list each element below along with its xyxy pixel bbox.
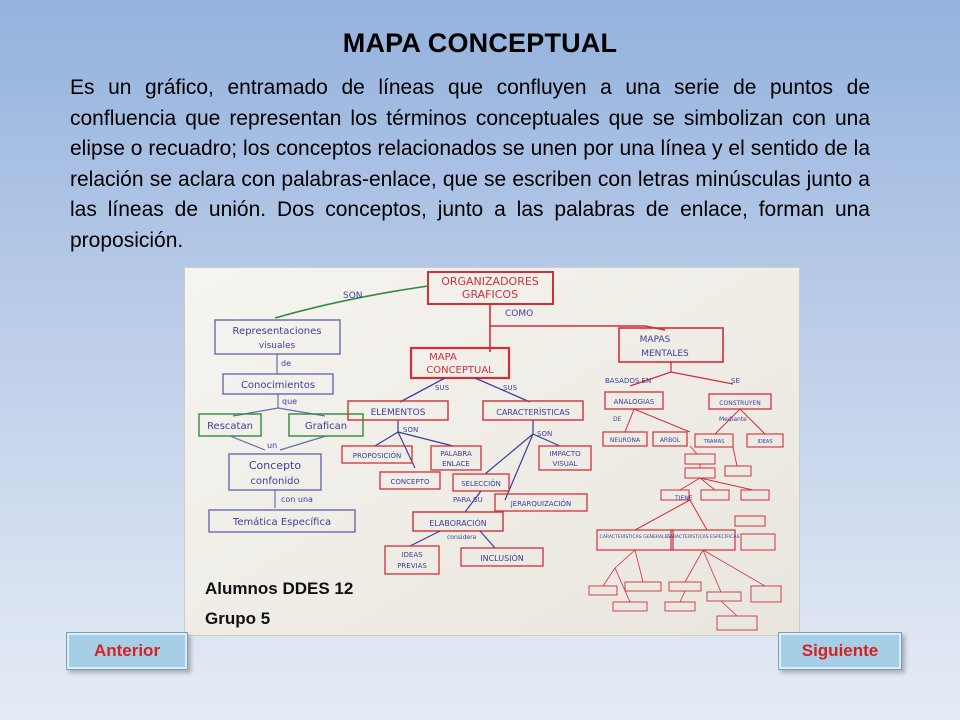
previous-button[interactable]: Anterior <box>66 632 188 670</box>
jerarquizacion-label: JERARQUIZACIÓN <box>510 500 572 508</box>
concepto-element-label: CONCEPTO <box>390 478 430 486</box>
next-button[interactable]: Siguiente <box>778 632 902 670</box>
conocimientos-label: Conocimientos <box>240 380 316 391</box>
palabra-label: PALABRA <box>440 450 472 458</box>
organizadores-label: ORGANIZADORES <box>441 275 539 288</box>
basados-en-label: BASADOS EN <box>605 377 652 385</box>
graficos-label: GRAFICOS <box>461 288 519 301</box>
inclusion-label: INCLUSIÓN <box>480 554 524 563</box>
enlace-label: ENLACE <box>442 460 470 468</box>
concept-map-photo <box>184 267 800 636</box>
tiene-label: TIENE <box>675 495 693 502</box>
ideas-label: IDEAS <box>401 551 423 559</box>
son-left-label: SON <box>403 426 419 434</box>
concepto-label: Concepto <box>248 459 302 472</box>
mapa-label: MAPA <box>429 352 457 363</box>
representaciones-label: Representaciones <box>232 326 322 337</box>
un-link-label: un <box>267 441 278 450</box>
analogias-label: ANALOGIAS <box>613 398 655 406</box>
para-su-label: PARA SU <box>453 496 483 504</box>
se-label: SE <box>731 377 740 385</box>
mentales-label: MENTALES <box>641 349 689 359</box>
neurona-label: NEURONA <box>609 437 641 444</box>
arbol-label: ARBOL <box>659 437 681 444</box>
son-right-label: SON <box>537 430 553 438</box>
tematica-label: Temática Específica <box>232 517 332 528</box>
visuales-label: visuales <box>258 341 296 351</box>
de-small-label: DE <box>613 416 622 423</box>
conceptual-label: CONCEPTUAL <box>426 365 494 376</box>
son-link-label: SON <box>343 291 363 301</box>
proposicion-label: PROPOSICIÓN <box>352 452 402 460</box>
ideas-small-label: IDEAS <box>757 439 773 445</box>
caract-especificas-label: CARACTERÍSTICAS ESPECÍFICAS <box>666 535 740 540</box>
slide-title: MAPA CONCEPTUAL <box>342 28 618 58</box>
caption-line-1: Alumnos DDES 12 <box>205 579 354 598</box>
sus-right-label: SUS <box>503 384 518 392</box>
mediante-label: Mediante <box>719 416 747 423</box>
tramas-label: TRAMAS <box>703 439 725 445</box>
caract-generales-label: CARACTERÍSTICAS GENERALES <box>599 535 671 540</box>
confonido-label: confonido <box>250 476 300 487</box>
definition-paragraph: Es un gráfico, entramado de líneas que confluyen a una serie de puntos de confluencia que representan los términos conceptuales que se simbolizan con una elipse o recuadro; los conceptos relacionados se unen por una línea y el sentido de la relación se aclara con palabras-enlace, que se escriben con letras minúsculas junto a las líneas de unión. Dos conceptos, junto a las palabras de enlace, forman una proposición. <box>70 76 870 252</box>
elementos-label: ELEMENTOS <box>370 408 426 418</box>
construyen-label: CONSTRUYEN <box>719 400 761 407</box>
caption-line-2: Grupo 5 <box>205 609 271 628</box>
visual-label: VISUAL <box>552 460 578 468</box>
previas-label: PREVIAS <box>397 562 427 570</box>
que-link-label: que <box>282 397 298 406</box>
de-link-label: de <box>281 359 291 368</box>
elaboracion-label: ELABORACIÓN <box>429 519 487 528</box>
concept-map-drawing <box>185 268 799 635</box>
mapas-label: MAPAS <box>639 335 671 345</box>
rescatan-label: Rescatan <box>207 421 253 432</box>
impacto-label: IMPACTO <box>549 450 581 458</box>
considera-label: considera <box>447 534 477 541</box>
seleccion-label: SELECCIÓN <box>461 480 501 488</box>
sus-left-label: SUS <box>435 384 450 392</box>
grafican-label: Grafican <box>304 421 348 432</box>
caracteristicas-label: CARACTERÍSTICAS <box>496 408 570 417</box>
como-link-label: COMO <box>505 309 534 319</box>
con-una-link-label: con una <box>281 495 313 504</box>
